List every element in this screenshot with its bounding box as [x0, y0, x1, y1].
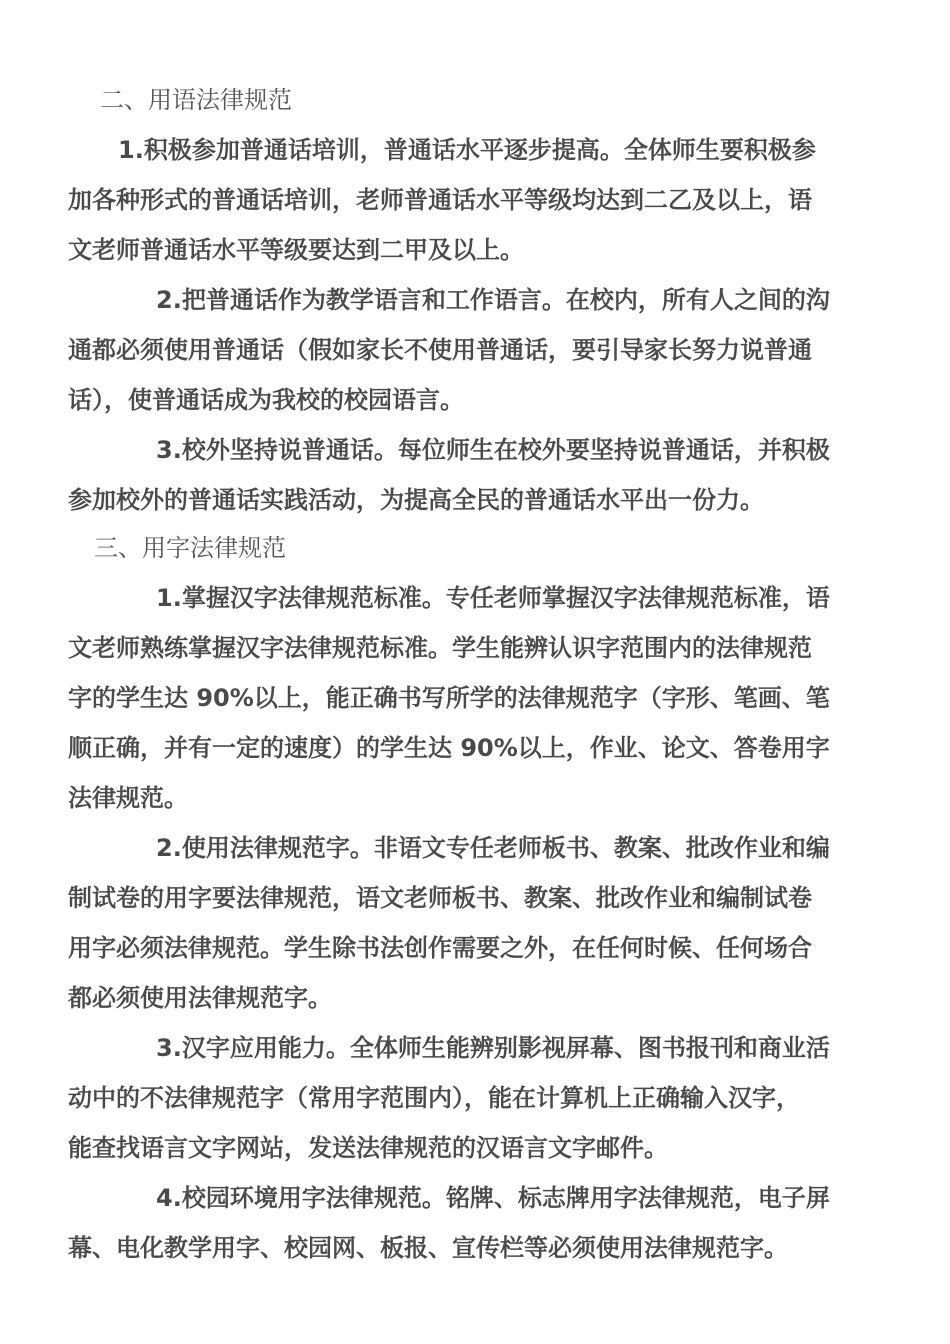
- speech-item-3-line-1: 3.校外坚持说普通话。每位师生在校外要坚持说普通话，并积极: [156, 436, 830, 464]
- speech-item-2-line-1: 2.把普通话作为教学语言和工作语言。在校内，所有人之间的沟: [156, 286, 830, 314]
- char-item-1-line-1: 1.掌握汉字法律规范标准。专任老师掌握汉字法律规范标准，语: [156, 584, 830, 612]
- char-item-1-line-2: 文老师熟练掌握汉字法律规范标准。学生能辨认识字范围内的法律规范: [68, 634, 812, 662]
- char-item-1-line-5: 法律规范。: [68, 784, 188, 812]
- char-item-3-line-2: 动中的不法律规范字（常用字范围内），能在计算机上正确输入汉字，: [68, 1084, 800, 1112]
- char-item-2-line-1: 2.使用法律规范字。非语文专任老师板书、教案、批改作业和编: [156, 834, 830, 862]
- char-item-1-line-3: 字的学生达 90%以上，能正确书写所学的法律规范字（字形、笔画、笔: [68, 684, 830, 712]
- char-item-1-line-4: 顺正确，并有一定的速度）的学生达 90%以上，作业、论文、答卷用字: [68, 734, 830, 762]
- section-heading-speech: 二、用语法律规范: [100, 86, 292, 114]
- speech-item-2-line-2: 通都必须使用普通话（假如家长不使用普通话，要引导家长努力说普通: [68, 336, 812, 364]
- section-heading-characters: 三、用字法律规范: [94, 534, 286, 562]
- speech-item-3-line-2: 参加校外的普通话实践活动，为提高全民的普通话水平出一份力。: [68, 486, 764, 514]
- char-item-4-line-2: 幕、电化教学用字、校园网、板报、宣传栏等必须使用法律规范字。: [68, 1234, 788, 1262]
- char-item-2-line-2: 制试卷的用字要法律规范，语文老师板书、教案、批改作业和编制试卷: [68, 884, 812, 912]
- char-item-2-line-3: 用字必须法律规范。学生除书法创作需要之外，在任何时候、任何场合: [68, 934, 812, 962]
- speech-item-1-line-3: 文老师普通话水平等级要达到二甲及以上。: [68, 236, 524, 264]
- speech-item-1-line-2: 加各种形式的普通话培训，老师普通话水平等级均达到二乙及以上，语: [68, 186, 812, 214]
- char-item-3-line-3: 能查找语言文字网站，发送法律规范的汉语言文字邮件。: [68, 1134, 668, 1162]
- speech-item-1-line-1: 1.积极参加普通话培训，普通话水平逐步提高。全体师生要积极参: [118, 136, 816, 164]
- char-item-2-line-4: 都必须使用法律规范字。: [68, 984, 332, 1012]
- char-item-4-line-1: 4.校园环境用字法律规范。铭牌、标志牌用字法律规范，电子屏: [156, 1184, 830, 1212]
- speech-item-2-line-3: 话），使普通话成为我校的校园语言。: [68, 386, 464, 414]
- char-item-3-line-1: 3.汉字应用能力。全体师生能辨别影视屏幕、图书报刊和商业活: [156, 1034, 830, 1062]
